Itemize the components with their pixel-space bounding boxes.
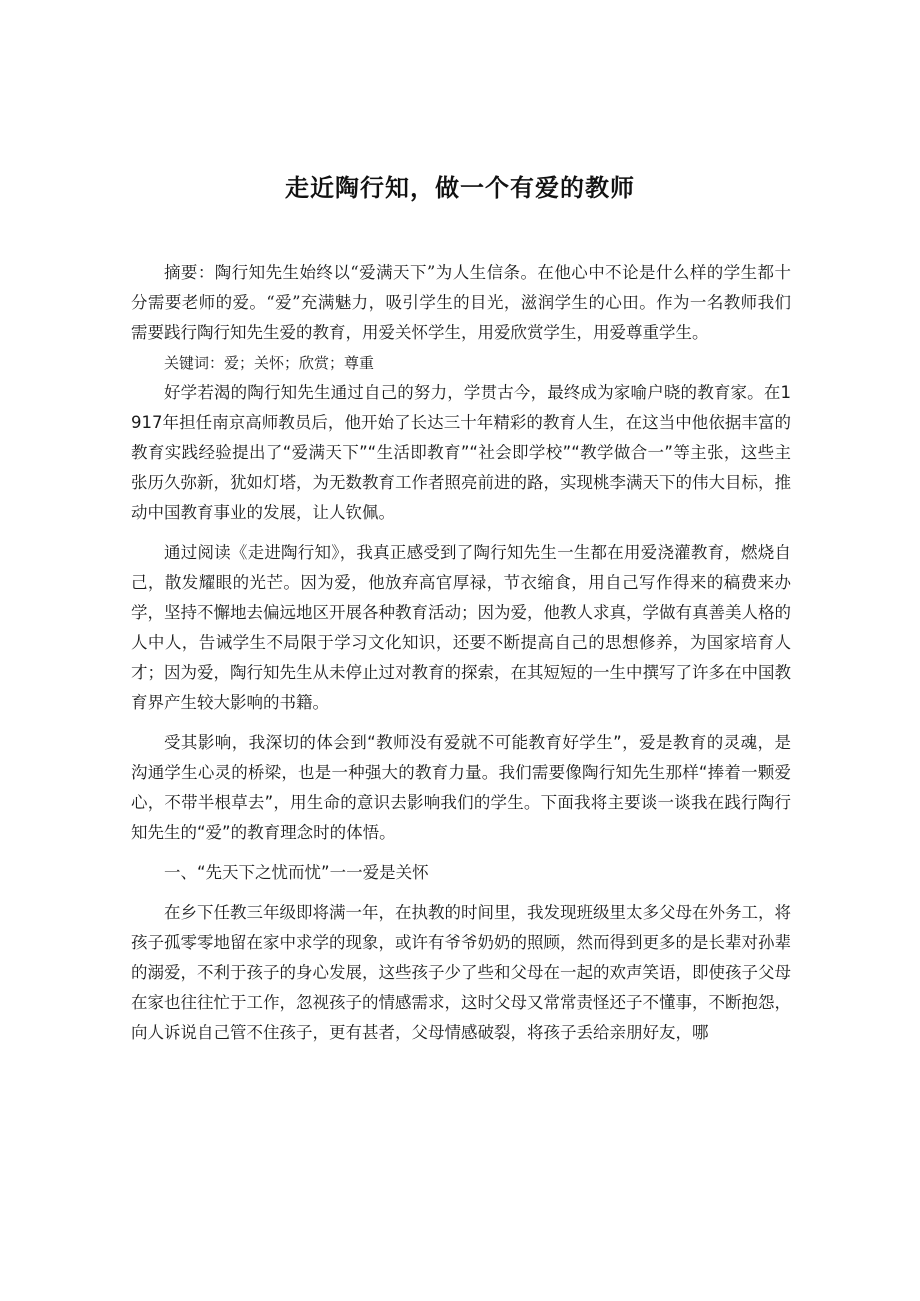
body-paragraph-2: 通过阅读《走进陶行知》，我真正感受到了陶行知先生一生都在用爱浇灌教育，燃烧自己，散发耀眼的光芒。因为爱，他放弃高官厚禄，节衣缩食，用自己写作得来的稿费来办学，坚持不懈地去偏远地区开展各种教育活动；因为爱，他教人求真，学做有真善美人格的人中人，告诫学生不局限于学习文化知识，还要不断提高自己的思想修养，为国家培育人才；因为爱，陶行知先生从未停止过对教育的探索，在其短短的一生中撰写了许多在中国教育界产生较大影响的书籍。 [131,543,791,712]
document-body [131,258,791,1048]
keywords-list: 爱；关怀；欣赏；尊重 [224,354,375,372]
abstract-paragraph: 摘要：陶行知先生始终以“爱满天下”为人生信条。在他心中不论是什么样的学生都十分需要老师的爱。“爱”充满魅力，吸引学生的目光，滋润学生的心田。作为一名教师我们需要践行陶行知先生爱的教育，用爱关怀学生，用爱欣赏学生，用爱尊重学生。 [131,263,791,342]
section-paragraph: 在乡下任教三年级即将满一年，在执教的时间里，我发现班级里太多父母在外务工，将孩子孤零零地留在家中求学的现象，或许有爷爷奶奶的照顾，然而得到更多的是长辈对孙辈的溺爱，不利于孩子的身心发展，这些孩子少了些和父母在一起的欢声笑语，即使孩子父母在家也往往忙于工作，忽视孩子的情感需求，这时父母又常常责怪还子不懂事，不断抱怨，向人诉说自己管不住孩子，更有甚者，父母情感破裂，将孩子丢给亲朋好友，哪 [131,903,791,1042]
body-paragraph-1: 好学若渴的陶行知先生通过自己的努力，学贯古今，最终成为家喻户晓的教育家。在1917年担任南京高师教员后，他开始了长达三十年精彩的教育人生，在这当中他依据丰富的教育实践经验提出了“爱满天下”“生活即教育”“社会即学校”“教学做合一”等主张，这些主张历久弥新，犹如灯塔，为无数教育工作者照亮前进的路，实现桃李满天下的伟大目标，推动中国教育事业的发展，让人钦佩。 [131,383,791,522]
keywords-line [131,348,791,378]
section-heading: 一、“先天下之忧而忧”一一爱是关怀 [164,863,429,882]
document-title: 走近陶行知，做一个有爱的教师 [285,174,635,202]
keywords-label: 关键词： [164,354,225,372]
body-paragraph-3: 受其影响，我深切的体会到“教师没有爱就不可能教育好学生”，爱是教育的灵魂，是沟通学生心灵的桥梁，也是一种强大的教育力量。我们需要像陶行知先生那样“捧着一颗爱心，不带半根草去”，用生命的意识去影响我们的学生。下面我将主要谈一谈我在践行陶行知先生的“爱”的教育理念时的体悟。 [131,733,791,842]
